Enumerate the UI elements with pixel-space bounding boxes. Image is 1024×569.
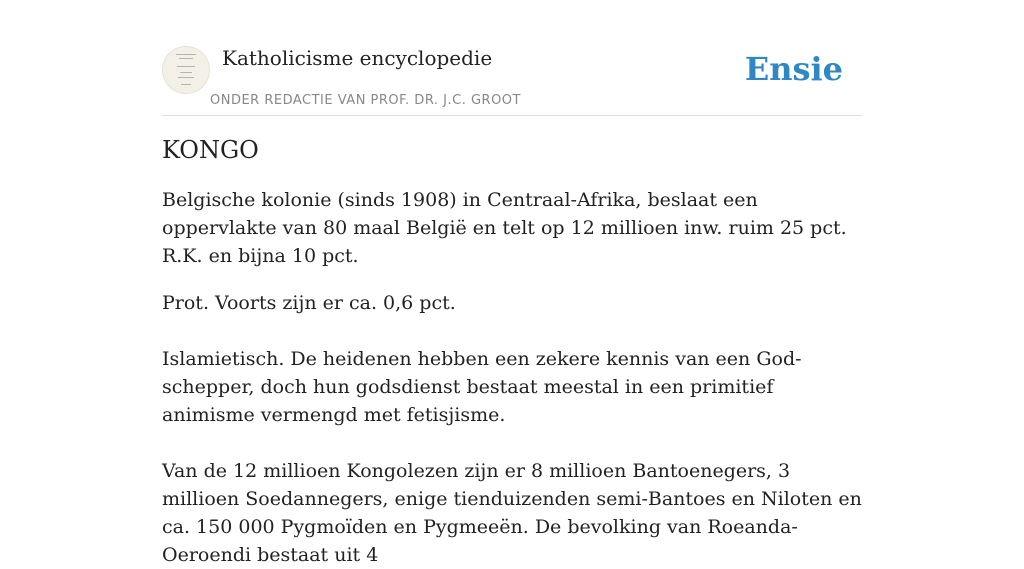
article-paragraph: Prot. Voorts zijn er ca. 0,6 pct. [162, 292, 456, 314]
source-subtitle: ONDER REDACTIE VAN PROF. DR. J.C. GROOT [210, 93, 521, 108]
article-paragraph: Van de 12 millioen Kongolezen zijn er 8 millioen Bantoenegers, 3 millioen Soedannegers, enige tienduizenden semi-Bantoes en Niloten en ca. 150 000 Pygmoïden en Pygmeeën. De bevolking van Roeanda-Oeroendi bestaat uit 4 [162, 460, 862, 566]
article [162, 136, 862, 569]
article-title: KONGO [162, 136, 259, 164]
book-cover-avatar[interactable] [162, 46, 210, 94]
header [162, 44, 862, 116]
source-title[interactable]: Katholicisme encyclopedie [222, 46, 493, 70]
article-paragraph: Islamietisch. De heidenen hebben een zekere kennis van een God-schepper, doch hun godsdienst bestaat meestal in een primitief animisme vermengd met fetisjisme. [162, 348, 802, 426]
article-paragraph: Belgische kolonie (sinds 1908) in Centraal-Afrika, beslaat een oppervlakte van 80 maal België en telt op 12 millioen inw. ruim 25 pct. R.K. en bijna 10 pct. [162, 189, 847, 267]
brand-logo[interactable]: Ensie [744, 50, 843, 88]
